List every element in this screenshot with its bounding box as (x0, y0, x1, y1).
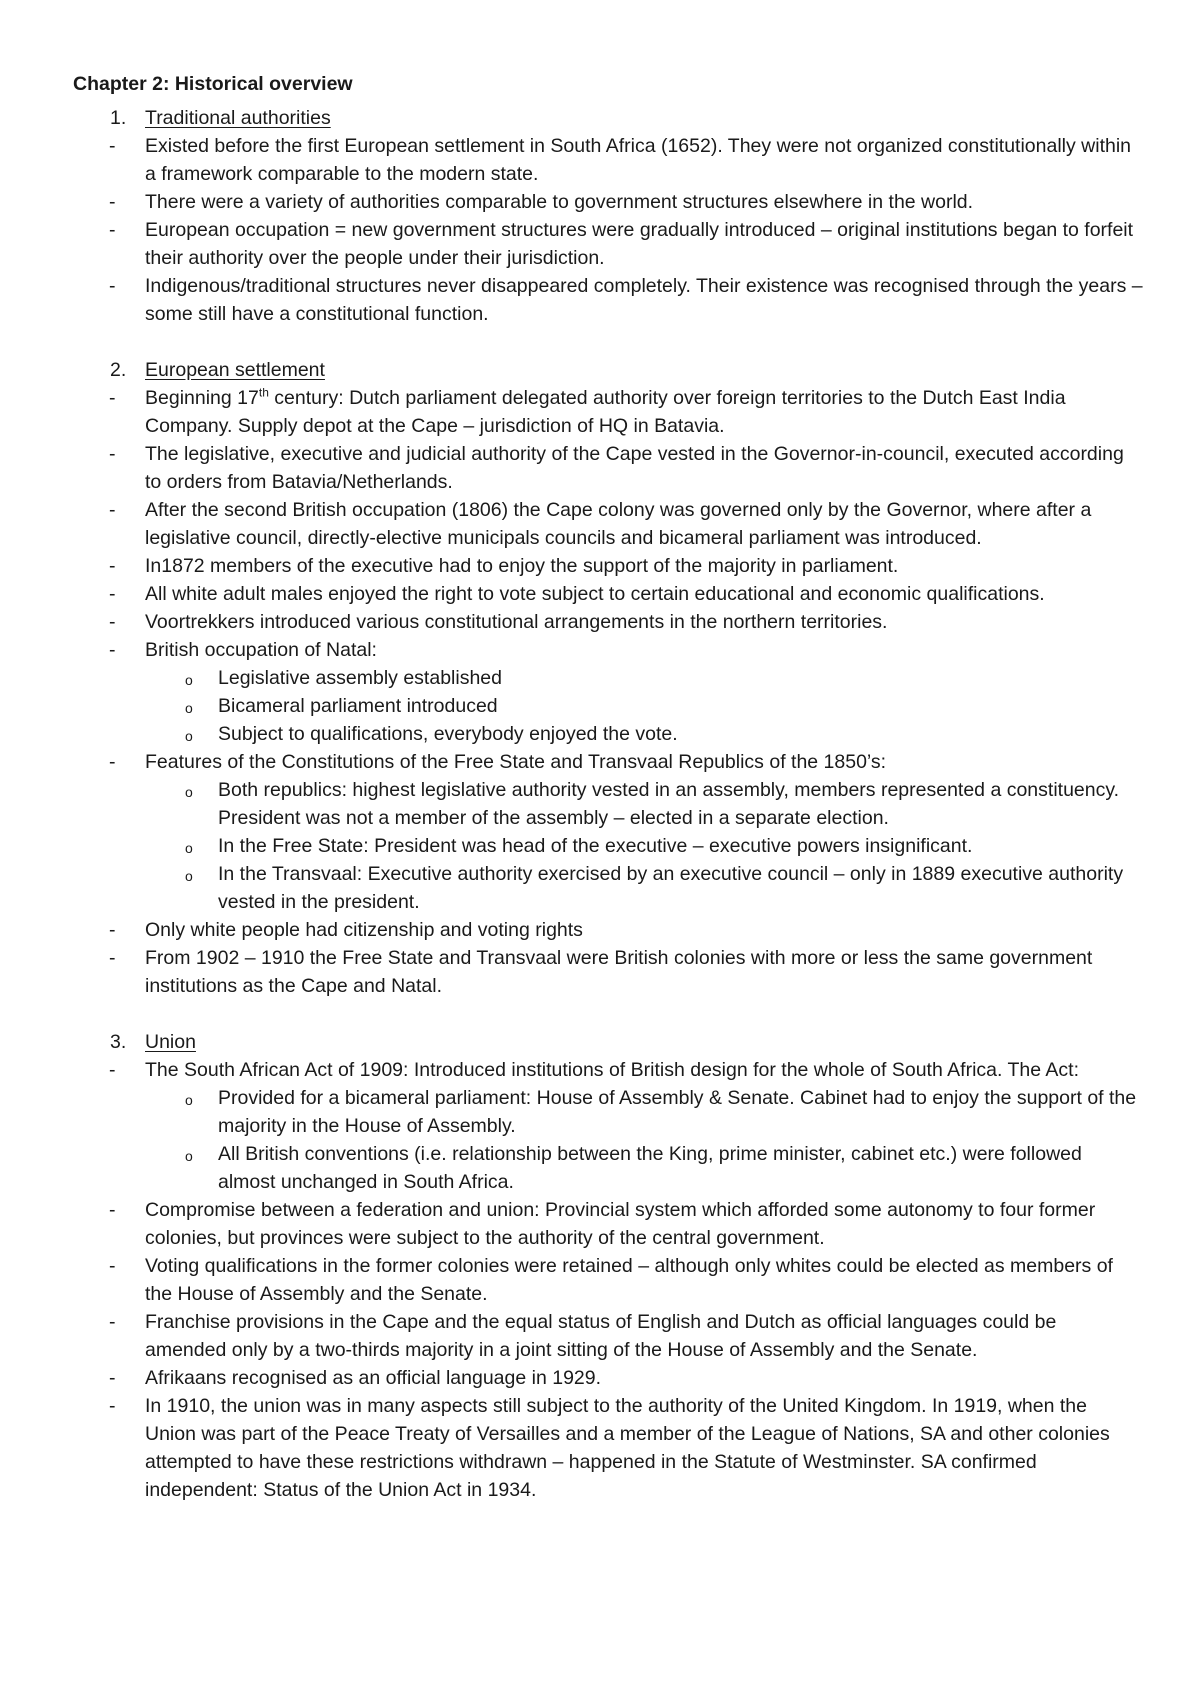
sub-item-text: Provided for a bicameral parliament: House of Assembly & Senate. Cabinet had to enjoy the support of the majority in the House of Assembly. (218, 1087, 1137, 1137)
sub-item-text: Bicameral parliament introduced (218, 695, 498, 717)
dash-bullet: - (109, 1311, 116, 1333)
item-text: British occupation of Natal: (145, 639, 377, 661)
dash-bullet: - (109, 919, 116, 941)
dash-bullet: - (109, 219, 116, 241)
section-european-settlement (73, 356, 1143, 1000)
dash-bullet: - (109, 135, 116, 157)
list-item (73, 1392, 1143, 1504)
bullet-list (73, 1056, 1143, 1504)
list-item (73, 384, 1143, 440)
section-number: 3. (110, 1031, 127, 1053)
superscript: th (258, 385, 269, 400)
section-heading (73, 1028, 1143, 1056)
section-title: European settlement (145, 359, 325, 381)
section-heading (73, 104, 1143, 132)
sub-item-text: Subject to qualifications, everybody enjoyed the vote. (218, 723, 678, 745)
sub-list-item (73, 1084, 1143, 1140)
list-item (73, 132, 1143, 188)
section-title: Union (145, 1031, 196, 1053)
section-traditional-authorities (73, 104, 1143, 328)
item-text: Voting qualifications in the former colonies were retained – although only whites could be elected as members of the House of Assembly and the Senate. (145, 1255, 1113, 1305)
sub-list-item (73, 860, 1143, 916)
dash-bullet: - (109, 583, 116, 605)
bullet-list (73, 384, 1143, 1000)
sub-list (145, 1084, 1143, 1196)
dash-bullet: - (109, 751, 116, 773)
dash-bullet: - (109, 611, 116, 633)
sub-list (145, 776, 1143, 916)
circle-bullet: o (185, 728, 193, 744)
item-text: In1872 members of the executive had to enjoy the support of the majority in parliament. (145, 555, 899, 577)
list-item (73, 636, 1143, 748)
circle-bullet: o (185, 1148, 193, 1164)
item-text: From 1902 – 1910 the Free State and Transvaal were British colonies with more or less the same government institutions as the Cape and Natal. (145, 947, 1093, 997)
item-text: Franchise provisions in the Cape and the equal status of English and Dutch as official languages could be amended only by a two-thirds majority in a joint sitting of the House of Assembly and the Senate. (145, 1311, 1057, 1361)
list-item (73, 496, 1143, 552)
list-item (73, 552, 1143, 580)
sub-list-item (73, 664, 1143, 692)
document-page (73, 70, 1143, 1532)
circle-bullet: o (185, 868, 193, 884)
list-item (73, 1196, 1143, 1252)
dash-bullet: - (109, 499, 116, 521)
list-item (73, 188, 1143, 216)
item-text: All white adult males enjoyed the right to vote subject to certain educational and economic qualifications. (145, 583, 1045, 605)
page-title: Chapter 2: Historical overview (73, 73, 353, 95)
item-text: Afrikaans recognised as an official language in 1929. (145, 1367, 602, 1389)
list-item (73, 1308, 1143, 1364)
item-text: Beginning 17 (145, 387, 259, 409)
sub-list-item (73, 832, 1143, 860)
list-item (73, 272, 1143, 328)
list-item (73, 608, 1143, 636)
list-item (73, 1252, 1143, 1308)
item-text: There were a variety of authorities comparable to government structures elsewhere in the world. (145, 191, 974, 213)
dash-bullet: - (109, 1255, 116, 1277)
item-text: After the second British occupation (1806) the Cape colony was governed only by the Governor, where after a legislative council, directly-elective municipals councils and bicameral parliament was introduced. (145, 499, 1092, 549)
dash-bullet: - (109, 1199, 116, 1221)
list-item (73, 440, 1143, 496)
sub-item-text: All British conventions (i.e. relationship between the King, prime minister, cabinet etc.) were followed almost unchanged in South Africa. (218, 1143, 1082, 1193)
list-item (73, 916, 1143, 944)
item-text: century: Dutch parliament delegated authority over foreign territories to the Dutch East India Company. Supply depot at the Cape – jurisdiction of HQ in Batavia. (145, 387, 1066, 437)
sub-list-item (73, 776, 1143, 832)
list-item (73, 1056, 1143, 1196)
section-union (73, 1028, 1143, 1504)
sub-list-item (73, 720, 1143, 748)
dash-bullet: - (109, 275, 116, 297)
item-text: Existed before the first European settlement in South Africa (1652). They were not organized constitutionally within a framework comparable to the modern state. (145, 135, 1132, 185)
list-item (73, 216, 1143, 272)
circle-bullet: o (185, 840, 193, 856)
circle-bullet: o (185, 672, 193, 688)
section-number: 2. (110, 359, 127, 381)
item-text: Voortrekkers introduced various constitutional arrangements in the northern territories. (145, 611, 888, 633)
sub-item-text: Both republics: highest legislative authority vested in an assembly, members represented a constituency. President was not a member of the assembly – elected in a separate election. (218, 779, 1120, 829)
dash-bullet: - (109, 387, 116, 409)
sub-list-item (73, 692, 1143, 720)
dash-bullet: - (109, 1367, 116, 1389)
item-text: The legislative, executive and judicial authority of the Cape vested in the Governor-in-council, executed according to orders from Batavia/Netherlands. (145, 443, 1124, 493)
list-item (73, 1364, 1143, 1392)
sub-item-text: In the Free State: President was head of the executive – executive powers insignificant. (218, 835, 973, 857)
circle-bullet: o (185, 784, 193, 800)
item-text: European occupation = new government structures were gradually introduced – original institutions began to forfeit their authority over the people under their jurisdiction. (145, 219, 1134, 269)
dash-bullet: - (109, 947, 116, 969)
dash-bullet: - (109, 555, 116, 577)
list-item (73, 944, 1143, 1000)
bullet-list (73, 132, 1143, 328)
sub-list (145, 664, 1143, 748)
section-heading (73, 356, 1143, 384)
dash-bullet: - (109, 1395, 116, 1417)
circle-bullet: o (185, 700, 193, 716)
section-title: Traditional authorities (145, 107, 331, 129)
dash-bullet: - (109, 1059, 116, 1081)
item-text: Features of the Constitutions of the Free State and Transvaal Republics of the 1850’s: (145, 751, 887, 773)
item-text: In 1910, the union was in many aspects still subject to the authority of the United Kingdom. In 1919, when the Union was part of the Peace Treaty of Versailles and a member of the League of Nations, SA and other colonies attempted to have these restrictions withdrawn – happened in the Statute of Westminster. SA confirmed independent: Status of the Union Act in 1934. (145, 1395, 1110, 1501)
dash-bullet: - (109, 639, 116, 661)
item-text: The South African Act of 1909: Introduced institutions of British design for the whole of South Africa. The Act: (145, 1059, 1080, 1081)
section-number: 1. (110, 107, 127, 129)
sub-item-text: In the Transvaal: Executive authority exercised by an executive council – only in 1889 executive authority vested in the president. (218, 863, 1124, 913)
item-text: Compromise between a federation and union: Provincial system which afforded some autonomy to four former colonies, but provinces were subject to the authority of the central government. (145, 1199, 1096, 1249)
dash-bullet: - (109, 443, 116, 465)
list-item (73, 580, 1143, 608)
list-item (73, 748, 1143, 916)
dash-bullet: - (109, 191, 116, 213)
circle-bullet: o (185, 1092, 193, 1108)
item-text: Only white people had citizenship and voting rights (145, 919, 583, 941)
item-text: Indigenous/traditional structures never disappeared completely. Their existence was recognised through the years – some still have a constitutional function. (145, 275, 1143, 325)
sub-item-text: Legislative assembly established (218, 667, 502, 689)
sub-list-item (73, 1140, 1143, 1196)
